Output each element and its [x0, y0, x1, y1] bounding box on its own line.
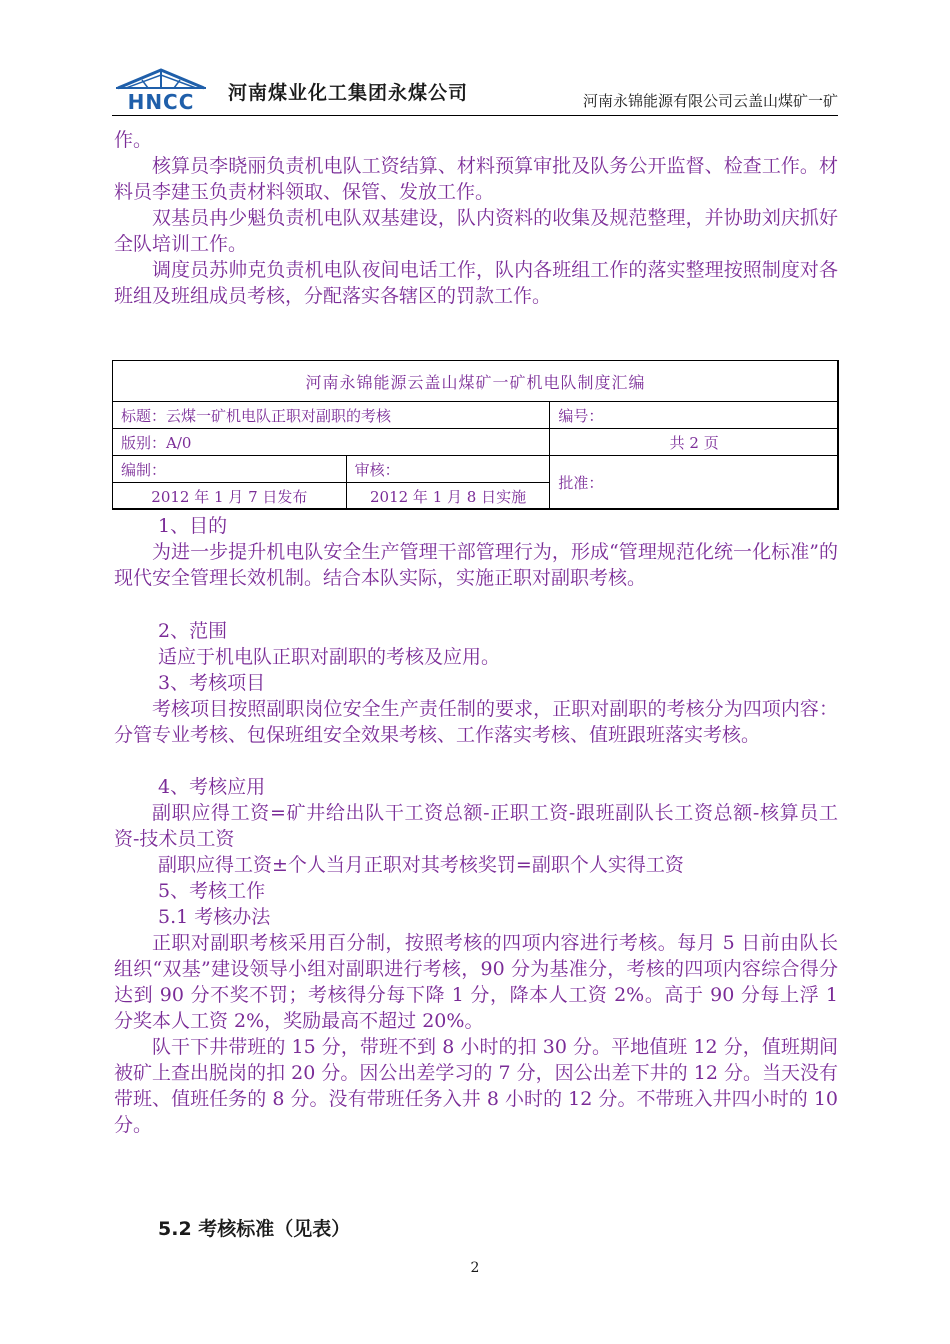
editor-cell: 编制： [113, 456, 347, 483]
section-5-1-text-1: 正职对副职考核采用百分制，按照考核的四项内容进行考核。每月 5 日前由队长组织“双基”建设领导小组对副职进行考核，90 分为基准分，考核的四项内容综合得分达到 90 分不奖不罚；考核得分每下降 1 分，降本人工资 2%。高于 90 分每上浮 1 分奖本人工资 2%，奖励最高不超过 20%。 [114, 932, 838, 1032]
mine-name: 河南永锦能源有限公司云盖山煤矿一矿 [582, 92, 838, 110]
logo-text: HNCC [127, 90, 195, 112]
document-control-table [112, 360, 839, 510]
section-5-1-title: 5.1 考核办法 [158, 906, 271, 928]
publish-date-cell: 2012 年 1 月 7 日发布 [113, 483, 347, 510]
section-4-formula-2: 副职应得工资±个人当月正职对其考核奖罚=副职个人实得工资 [158, 854, 684, 876]
subject-cell: 标题：云煤一矿机电队正职对副职的考核 [113, 402, 550, 429]
effective-date-cell: 2012 年 1 月 8 日实施 [346, 483, 550, 510]
reviewer-cell: 审核： [346, 456, 550, 483]
section-1-text: 为进一步提升机电队安全生产管理干部管理行为，形成“管理规范化统一化标准”的现代安全管理长效机制。结合本队实际，实施正职对副职考核。 [114, 541, 838, 589]
page-header [112, 64, 838, 116]
section-3-title: 3、考核项目 [158, 672, 266, 694]
hncc-logo-icon [112, 66, 210, 112]
page-number: 2 [470, 1260, 480, 1276]
section-4-title: 4、考核应用 [158, 776, 266, 798]
section-3-text: 考核项目按照副职岗位安全生产责任制的要求，正职对副职的考核分为四项内容：分管专业考核、包保班组安全效果考核、工作落实考核、值班跟班落实考核。 [114, 698, 838, 746]
number-cell: 编号： [550, 402, 839, 429]
section-4-formula-1: 副职应得工资=矿井给出队干工资总额-正职工资-跟班副队长工资总额-核算员工资-技术员工资 [114, 802, 838, 850]
table-title: 河南永锦能源云盖山煤矿一矿机电队制度汇编 [113, 361, 839, 402]
company-name: 河南煤业化工集团永煤公司 [228, 82, 469, 104]
version-cell: 版别：A/0 [113, 429, 550, 456]
paragraph-dispatcher: 调度员苏帅克负责机电队夜间电话工作，队内各班组工作的落实整理按照制度对各班组及班组成员考核，分配落实各辖区的罚款工作。 [114, 259, 838, 307]
paragraph-continuation: 作。 [114, 129, 153, 151]
paragraph-dual-foundation: 双基员冉少魁负责机电队双基建设，队内资料的收集及规范整理，并协助刘庆抓好全队培训工作。 [114, 207, 838, 255]
approver-cell: 批准： [550, 456, 839, 510]
section-5-1-text-2: 队干下井带班的 15 分，带班不到 8 小时的扣 30 分。平地值班 12 分，值班期间被矿上查出脱岗的扣 20 分。因公出差学习的 7 分，因公出差下井的 12 分。当天没有带班、值班任务的 8 分。没有带班任务入井 8 小时的 12 分。不带班入井四小时的 10 分。 [114, 1036, 838, 1136]
header-divider [112, 115, 838, 116]
section-1-title: 1、目的 [158, 515, 228, 537]
section-2-text: 适应于机电队正职对副职的考核及应用。 [158, 646, 501, 668]
section-5-title: 5、考核工作 [158, 880, 266, 902]
paragraph-accountant: 核算员李晓丽负责机电队工资结算、材料预算审批及队务公开监督、检查工作。材料员李建玉负责材料领取、保管、发放工作。 [114, 155, 838, 203]
pages-cell: 共 2 页 [550, 429, 839, 456]
section-2-title: 2、范围 [158, 620, 228, 642]
section-5-2-title: 5.2 考核标准（见表） [158, 1218, 351, 1240]
